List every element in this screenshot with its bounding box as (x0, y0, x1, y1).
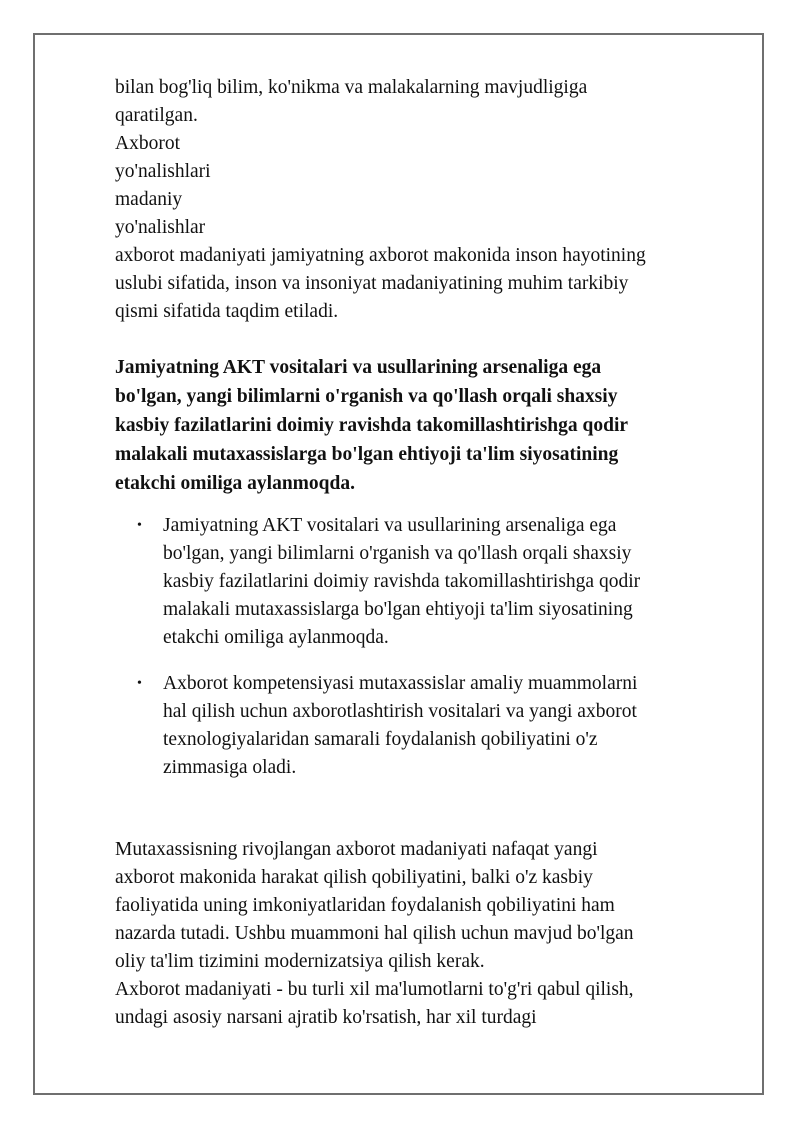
text-line: nazarda tutadi. Ushbu muammoni hal qilish uchun mavjud bo'lgan (115, 923, 634, 944)
text-line: undagi asosiy narsani ajratib ko'rsatish, har xil turdagi (115, 1007, 537, 1028)
bullet-icon: • (137, 518, 142, 533)
text-line: Axborot madaniyati - bu turli xil ma'lumotlarni to'g'ri qabul qilish, (115, 979, 634, 1000)
bullet-text-line: texnologiyalaridan samarali foydalanish qobiliyatini o'z (163, 729, 598, 750)
text-line: Mutaxassisning rivojlangan axborot madaniyati nafaqat yangi (115, 839, 598, 860)
bullet-text-line: Axborot kompetensiyasi mutaxassislar amaliy muammolarni (163, 673, 638, 694)
bullet-text-line: etakchi omiliga aylanmoqda. (163, 627, 389, 648)
bullet-text-line: malakali mutaxassislarga bo'lgan ehtiyoji ta'lim siyosatining (163, 599, 633, 620)
intro-paragraph (115, 74, 715, 326)
bullet-text-line: bo'lgan, yangi bilimlarni o'rganish va qo'llash orqali shaxsiy (163, 543, 632, 564)
bold-text-line: kasbiy fazilatlarini doimiy ravishda takomillashtirishga qodir (115, 415, 629, 436)
closing-paragraph (115, 836, 715, 1032)
text-line: oliy ta'lim tizimini modernizatsiya qilish kerak. (115, 951, 485, 972)
bold-text-line: etakchi omiliga aylanmoqda. (115, 473, 355, 494)
text-line: Axborot (115, 133, 180, 154)
bullet-icon: • (137, 676, 142, 691)
text-line: bilan bog'liq bilim, ko'nikma va malakalarning mavjudligiga (115, 77, 588, 98)
bold-text-line: malakali mutaxassislarga bo'lgan ehtiyoji ta'lim siyosatining (115, 444, 619, 465)
bullet-list (115, 512, 715, 782)
bullet-text-line: kasbiy fazilatlarini doimiy ravishda takomillashtirishga qodir (163, 571, 641, 592)
paragraph-gap (115, 800, 715, 836)
bold-text-line: bo'lgan, yangi bilimlarni o'rganish va qo'llash orqali shaxsiy (115, 386, 618, 407)
bold-paragraph (115, 353, 715, 498)
bullet-item (115, 512, 715, 652)
document-body (115, 74, 715, 1032)
text-line: faoliyatida uning imkoniyatlaridan foydalanish qobiliyatini ham (115, 895, 615, 916)
text-line: axborot madaniyati jamiyatning axborot makonida inson hayotining (115, 245, 646, 266)
bullet-text-line: zimmasiga oladi. (163, 757, 297, 778)
bullet-text-line: Jamiyatning AKT vositalari va usullarining arsenaliga ega (163, 515, 617, 536)
paragraph-gap (115, 326, 715, 353)
bullet-text-line: hal qilish uchun axborotlashtirish vositalari va yangi axborot (163, 701, 637, 722)
text-line: yo'nalishlar (115, 217, 206, 238)
text-line: yo'nalishlari (115, 161, 211, 182)
text-line: uslubi sifatida, inson va insoniyat madaniyatining muhim tarkibiy (115, 273, 629, 294)
text-line: qaratilgan. (115, 105, 198, 126)
text-line: madaniy (115, 189, 183, 210)
text-line: qismi sifatida taqdim etiladi. (115, 301, 339, 322)
bullet-item (115, 670, 715, 782)
text-line: axborot makonida harakat qilish qobiliyatini, balki o'z kasbiy (115, 867, 593, 888)
bold-text-line: Jamiyatning AKT vositalari va usullarining arsenaliga ega (115, 357, 602, 378)
